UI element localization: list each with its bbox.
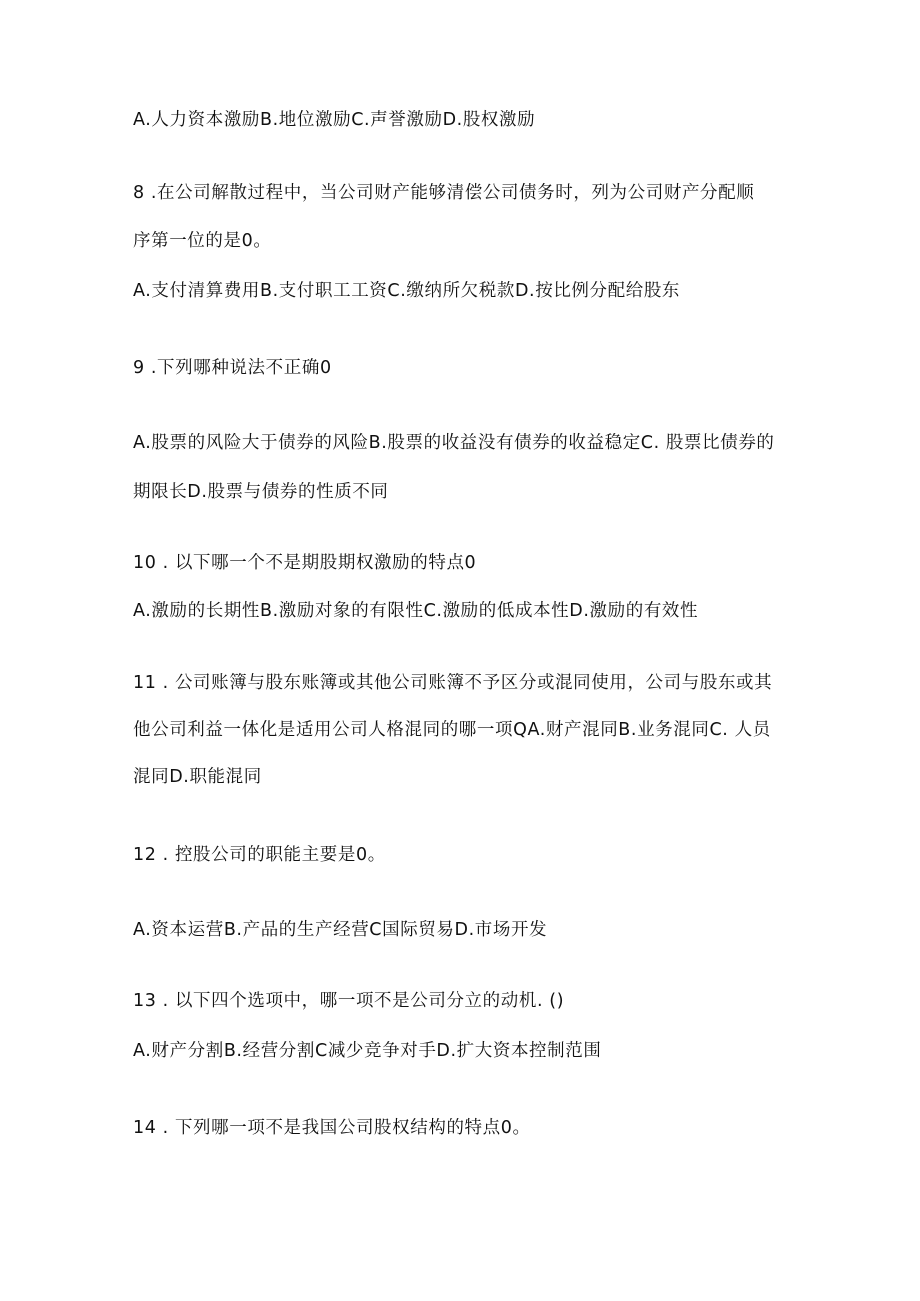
text-line-question-11-cont: 他公司利益一体化是适用公司人格混同的哪一项QA.财产混同B.业务混同C. 人员 [133,720,771,740]
text-line-question-14: 14 . 下列哪一项不是我国公司股权结构的特点0。 [133,1118,531,1138]
text-line-options-q10: A.激励的长期性B.激励对象的有限性C.激励的低成本性D.激励的有效性 [133,601,699,621]
text-line-options-q8: A.支付清算费用B.支付职工工资C.缴纳所欠税款D.按比例分配给股东 [133,281,681,301]
text-line-options-q9-cont: 期限长D.股票与债券的性质不同 [133,482,389,502]
text-line-options-q9: A.股票的风险大于债券的风险B.股票的收益没有债券的收益稳定C. 股票比债券的 [133,433,775,453]
text-line-options-q7: A.人力资本激励B.地位激励C.声誉激励D.股权激励 [133,110,536,130]
text-line-options-q12: A.资本运营B.产品的生产经营C国际贸易D.市场开发 [133,920,548,940]
text-line-question-8-cont: 序第一位的是0。 [133,231,272,251]
text-line-question-12: 12 . 控股公司的职能主要是0。 [133,845,386,865]
text-line-options-q13: A.财产分割B.经营分割C减少竞争对手D.扩大资本控制范围 [133,1041,602,1061]
text-line-question-9: 9 .下列哪种说法不正确0 [133,358,332,378]
text-line-question-11-cont2: 混同D.职能混同 [133,767,262,787]
text-line-question-8: 8 .在公司解散过程中，当公司财产能够清偿公司债务时，列为公司财产分配顺 [133,183,755,203]
text-line-question-11: 11 . 公司账簿与股东账簿或其他公司账簿不予区分或混同使用，公司与股东或其 [133,673,773,693]
text-line-question-13: 13 . 以下四个选项中，哪一项不是公司分立的动机. () [133,991,565,1011]
text-line-question-10: 10 . 以下哪一个不是期股期权激励的特点0 [133,553,477,573]
